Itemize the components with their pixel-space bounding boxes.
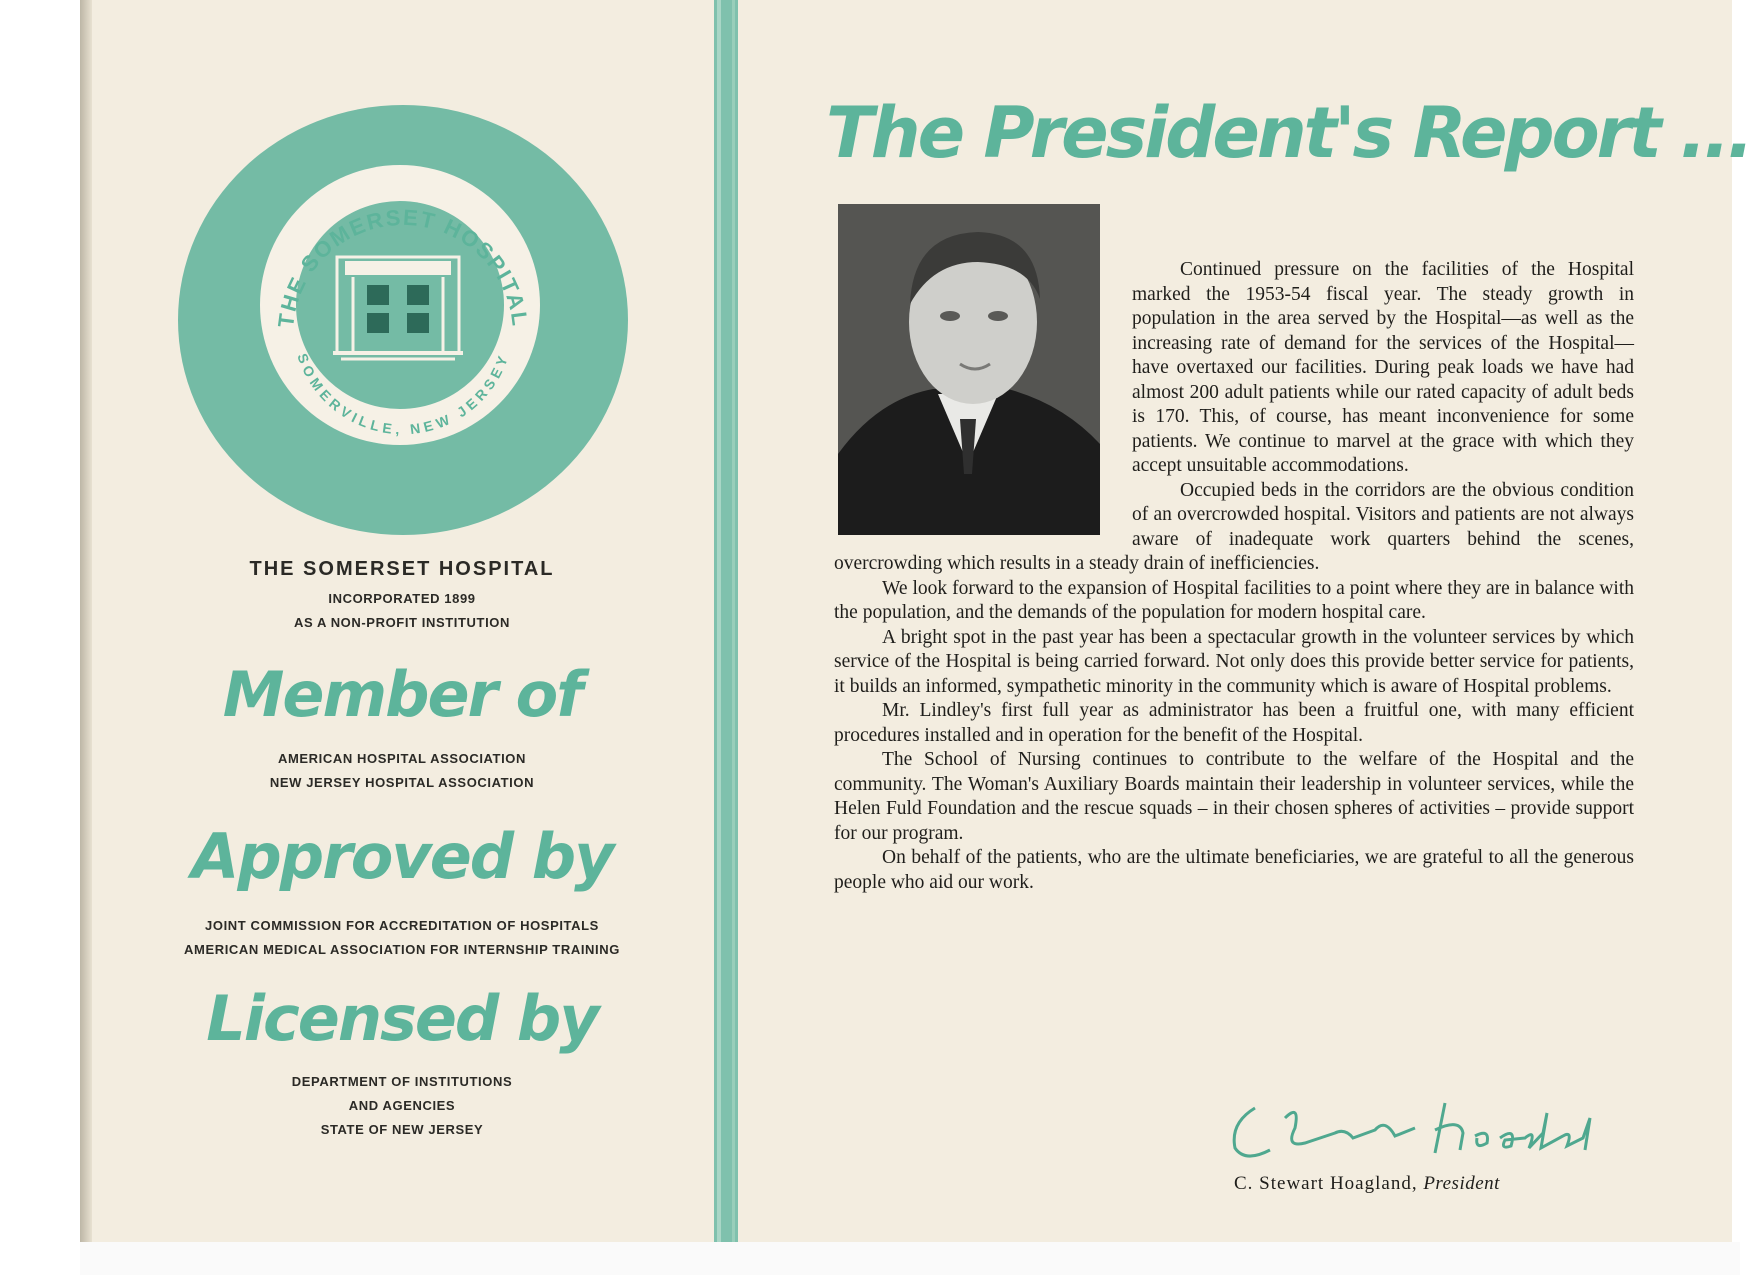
president-signature [1225, 1088, 1625, 1168]
approved-line-2: AMERICAN MEDICAL ASSOCIATION FOR INTERNSHIP TRAINING [184, 942, 620, 957]
member-heading: Member of [222, 658, 582, 731]
hospital-seal [178, 105, 628, 535]
seal-top-text: THE SOMERSET HOSPITAL [273, 204, 533, 329]
licensed-heading: Licensed by [206, 982, 598, 1055]
paragraph-3: We look forward to the expansion of Hospital facilities to a point where they are in balance with the population, and the demands of the population for modern hospital care. [834, 577, 1634, 623]
signer-name: C. Stewart Hoagland, [1234, 1173, 1418, 1194]
incorporated-line: INCORPORATED 1899 [328, 591, 476, 606]
svg-text:SOMERVILLE, NEW JERSEY [294, 351, 511, 437]
nonprofit-line: AS A NON-PROFIT INSTITUTION [293, 615, 510, 630]
licensed-line-3: STATE OF NEW JERSEY [320, 1122, 484, 1137]
approved-line-1: JOINT COMMISSION FOR ACCREDITATION OF HOSPITALS [205, 918, 599, 933]
hospital-name: THE SOMERSET HOSPITAL [249, 558, 555, 580]
paragraph-6: The School of Nursing continues to contribute to the welfare of the Hospital and the community. The Woman's Auxiliary Boards maintain their leadership in volunteer services, while the Helen Fuld Foundation and the rescue squads – in their chosen spheres of activities – provide support for our program. [834, 749, 1634, 844]
paragraph-5: Mr. Lindley's first full year as administrator has been a fruitful one, with many efficient procedures installed and in operation for the benefit of the Hospital. [834, 700, 1634, 746]
seal-bottom-text: SOMERVILLE, NEW JERSEY [294, 351, 512, 438]
signer-line [1234, 1173, 1500, 1195]
center-divider-stripe [714, 0, 738, 1242]
report-title: The President's Report ... [826, 92, 1751, 174]
photo-wrap-space [834, 258, 1132, 534]
paragraph-2: Occupied beds in the corridors are the obvious condition of an overcrowded hospital. Visitors and patients are not always aware of inadequate work quarters behind the scenes, overcrowding which results in a steady drain of inefficiencies. [834, 479, 1634, 574]
licensed-line-1: DEPARTMENT OF INSTITUTIONS [291, 1074, 513, 1089]
signer-title: President [1423, 1173, 1500, 1194]
paragraph-7: On behalf of the patients, who are the ultimate beneficiaries, we are grateful to all the generous people who aid our work. [834, 847, 1634, 893]
paragraph-4: A bright spot in the past year has been a spectacular growth in the volunteer services by which service of the Hospital is being carried forward. Not only does this provide better service for patients, it builds an informed, sympathetic minority in the community which is aware of Hospital problems. [834, 626, 1634, 697]
report-body [834, 258, 1634, 895]
seal-arc-text [178, 105, 628, 535]
svg-text:THE SOMERSET HOSPITAL [273, 205, 533, 329]
member-line-1: AMERICAN HOSPITAL ASSOCIATION [277, 751, 527, 766]
approved-heading: Approved by [191, 820, 613, 893]
member-line-2: NEW JERSEY HOSPITAL ASSOCIATION [269, 775, 535, 790]
scan-margin [80, 1242, 1740, 1275]
paragraph-1: Continued pressure on the facilities of the Hospital marked the 1953-54 fiscal year. The steady growth in population in the area served by the Hospital—as well as the increasing rate of demand for the services of the Hospital—have overtaxed our facilities. During peak loads we have had almost 200 adult patients while our rated capacity of adult beds is 170. This, of course, has meant inconvenience for some patients. We continue to marvel at the grace with which they accept unsuitable accommodations. [1132, 259, 1634, 476]
licensed-line-2: AND AGENCIES [348, 1098, 456, 1113]
